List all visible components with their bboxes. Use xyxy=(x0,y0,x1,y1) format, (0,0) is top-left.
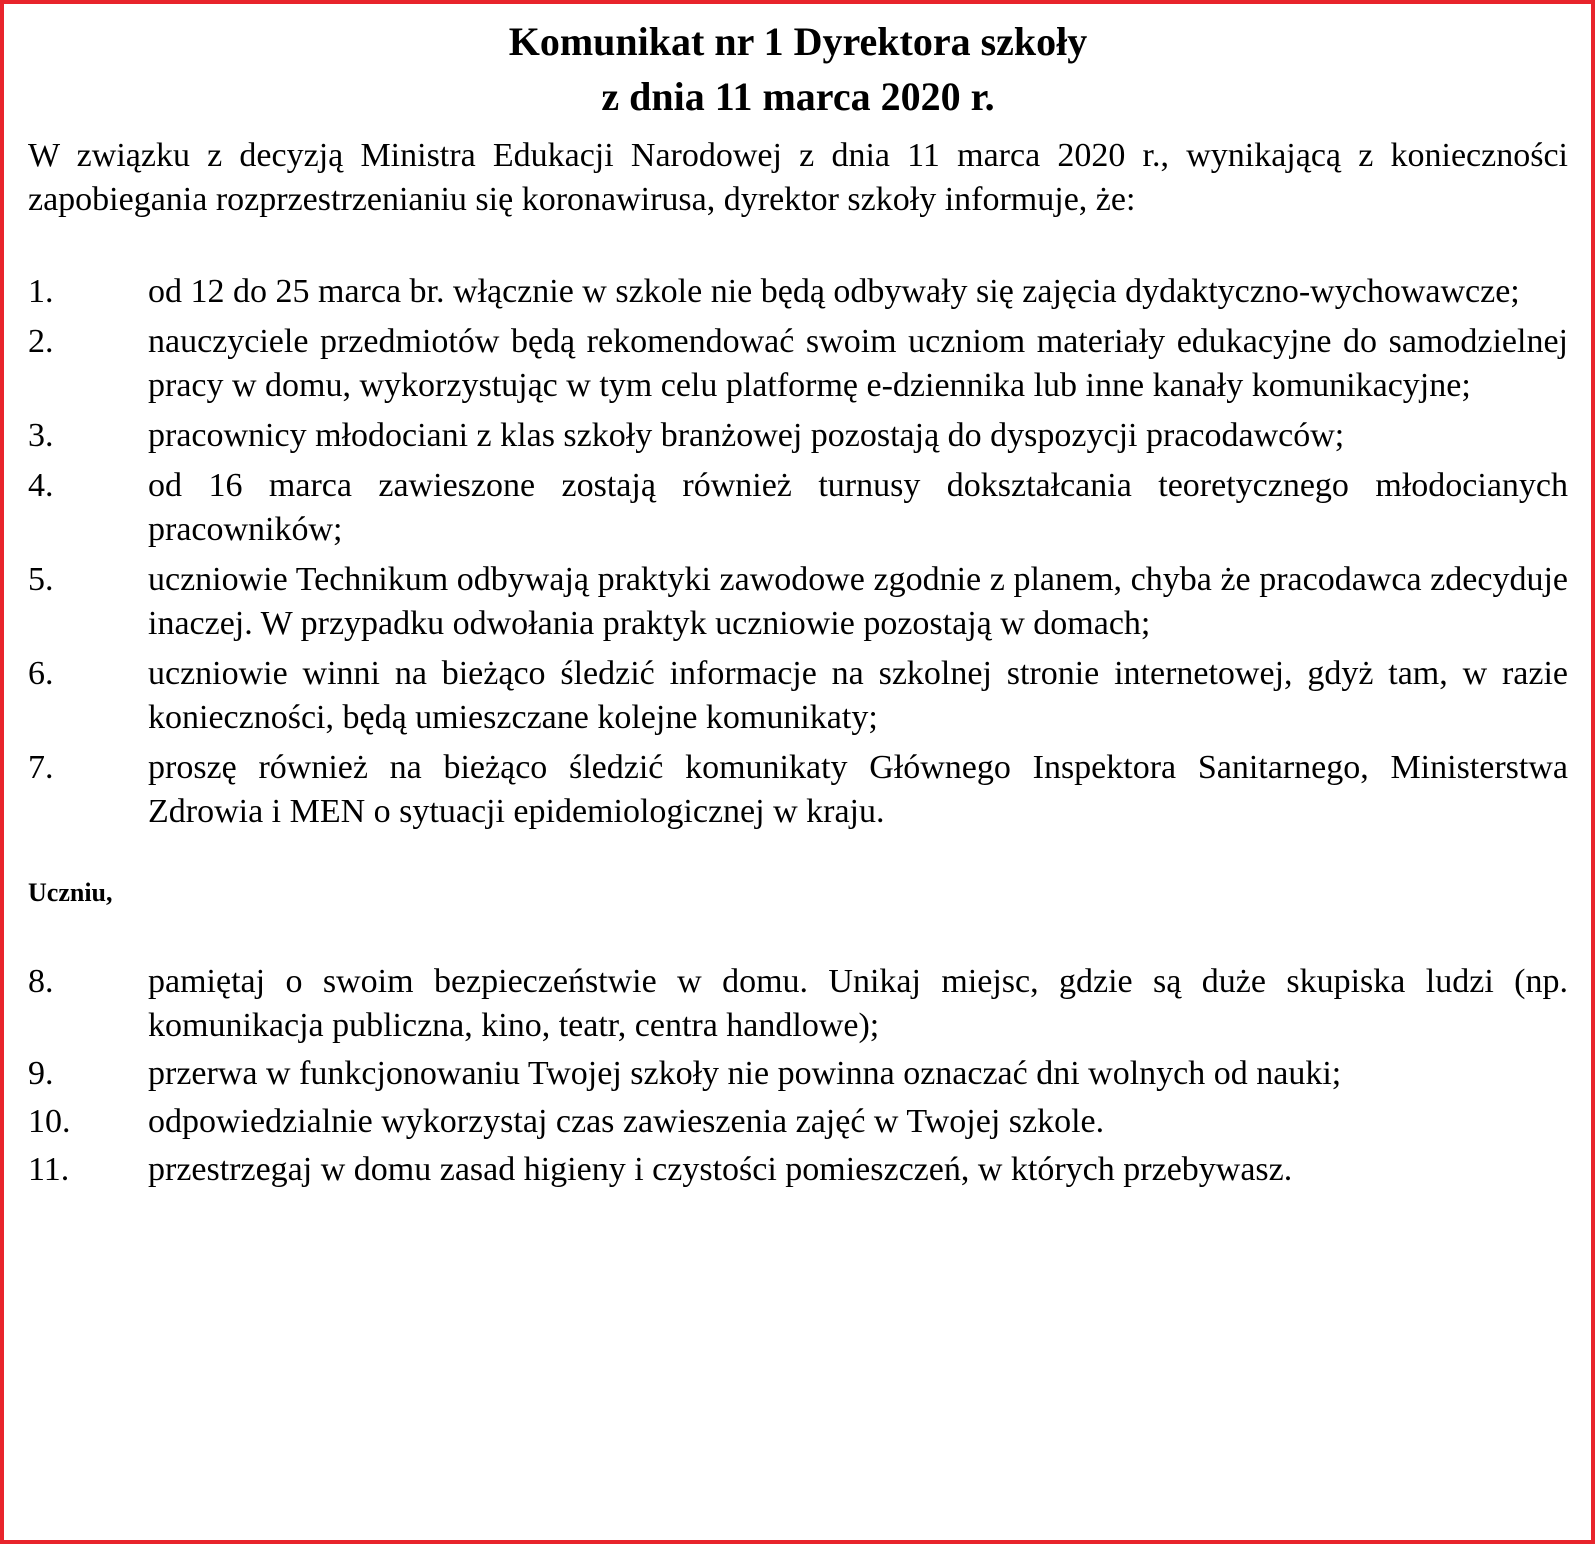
item-number: 5. xyxy=(28,561,54,598)
item-number: 1. xyxy=(28,273,54,310)
intro-paragraph: W związku z decyzją Ministra Edukacji Narodowej z dnia 11 marca 2020 r., wynikającą z konieczności zapobiegania rozprzestrzenianiu się koronawirusa, dyrektor szkoły informuje, że: xyxy=(28,137,1568,218)
list-item xyxy=(28,270,1568,314)
item-text: proszę również na bieżąco śledzić komunikaty Głównego Inspektora Sanitarnego, Ministerstwa Zdrowia i MEN o sytuacji epidemiologicznej w kraju. xyxy=(148,749,1568,830)
item-text: pracownicy młodociani z klas szkoły branżowej pozostają do dyspozycji pracodawców; xyxy=(148,417,1345,454)
list-item xyxy=(28,1148,1568,1192)
announcement xyxy=(28,14,1568,1196)
item-text: uczniowie Technikum odbywają praktyki zawodowe zgodnie z planem, chyba że pracodawca zdecyduje inaczej. W przypadku odwołania praktyk uczniowie pozostają w domach; xyxy=(148,561,1568,642)
school-measures-list xyxy=(28,270,1568,834)
item-text: pamiętaj o swoim bezpieczeństwie w domu. Unikaj miejsc, gdzie są duże skupiska ludzi (np. komunikacja publiczna, kino, teatr, centra handlowe); xyxy=(148,963,1568,1044)
item-text: od 16 marca zawieszone zostają również turnusy dokształcania teoretycznego młodocianych pracowników; xyxy=(148,467,1568,548)
list-item xyxy=(28,414,1568,458)
item-number: 8. xyxy=(28,963,54,1000)
list-item xyxy=(28,652,1568,740)
item-text: uczniowie winni na bieżąco śledzić informacje na szkolnej stronie internetowej, gdyż tam, w razie konieczności, będą umieszczane kolejne komunikaty; xyxy=(148,655,1568,736)
item-text: przestrzegaj w domu zasad higieny i czystości pomieszczeń, w których przebywasz. xyxy=(148,1151,1293,1188)
item-number: 3. xyxy=(28,417,54,454)
announcement-title xyxy=(28,14,1568,124)
item-number: 9. xyxy=(28,1055,54,1092)
item-number: 4. xyxy=(28,467,54,504)
list-item xyxy=(28,1100,1568,1144)
item-number: 11. xyxy=(28,1151,70,1188)
item-text: przerwa w funkcjonowaniu Twojej szkoły nie powinna oznaczać dni wolnych od nauki; xyxy=(148,1055,1342,1092)
student-advice-list xyxy=(28,960,1568,1192)
item-text: odpowiedzialnie wykorzystaj czas zawieszenia zajęć w Twojej szkole. xyxy=(148,1103,1105,1140)
item-number: 10. xyxy=(28,1103,71,1140)
item-number: 7. xyxy=(28,749,54,786)
list-item xyxy=(28,746,1568,834)
list-item xyxy=(28,960,1568,1048)
student-heading: Uczniu, xyxy=(28,878,113,907)
title-line-2: z dnia 11 marca 2020 r. xyxy=(601,74,995,119)
list-item xyxy=(28,320,1568,408)
item-text: nauczyciele przedmiotów będą rekomendować swoim uczniom materiały edukacyjne do samodzielnej pracy w domu, wykorzystując w tym celu platformę e-dziennika lub inne kanały komunikacyjne; xyxy=(148,323,1568,404)
item-number: 6. xyxy=(28,655,54,692)
list-item xyxy=(28,1052,1568,1096)
title-line-1: Komunikat nr 1 Dyrektora szkoły xyxy=(508,19,1088,64)
item-text: od 12 do 25 marca br. włącznie w szkole nie będą odbywały się zajęcia dydaktyczno-wychowawcze; xyxy=(148,273,1520,310)
list-item xyxy=(28,464,1568,552)
list-item xyxy=(28,558,1568,646)
item-number: 2. xyxy=(28,323,54,360)
